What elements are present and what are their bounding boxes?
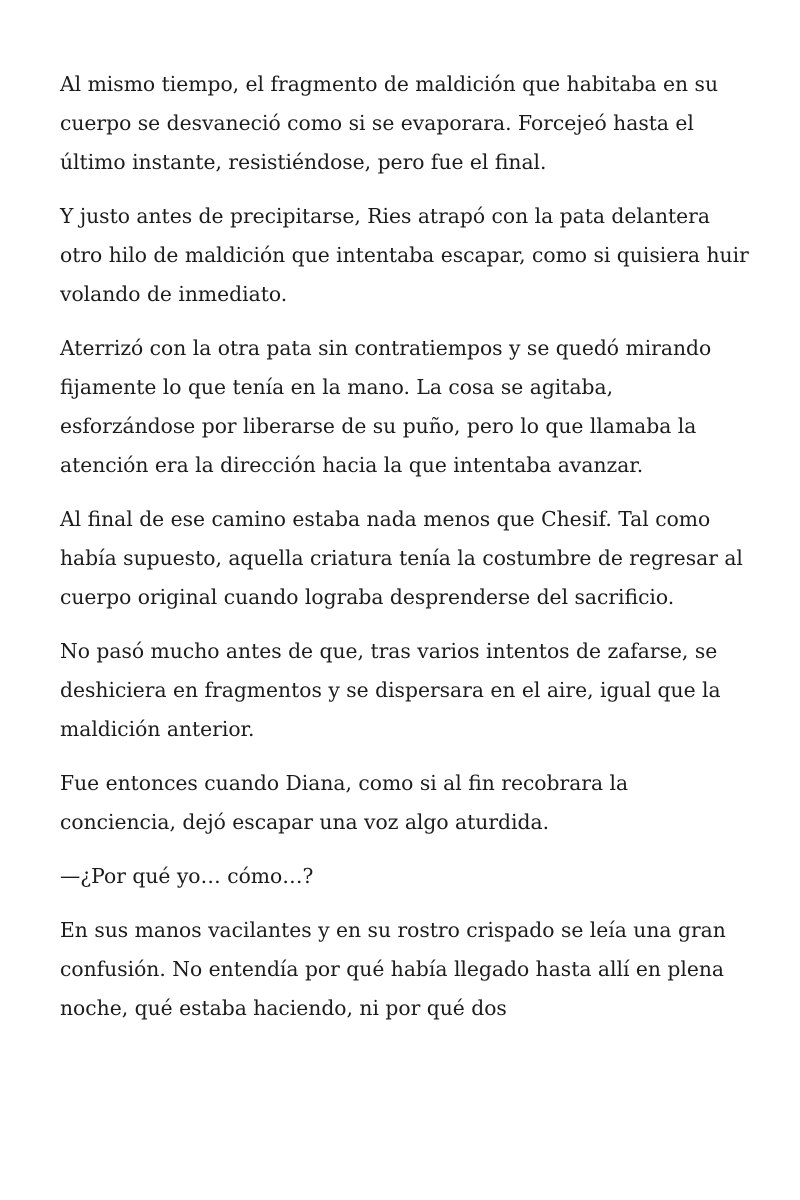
paragraph-2: Y justo antes de precipitarse, Ries atrapó con la pata delantera otro hilo de maldición que intentaba escapar, como si quisiera huir volando de inmediato. — [60, 204, 749, 306]
paragraph-1: Al mismo tiempo, el fragmento de maldición que habitaba en su cuerpo se desvaneció como si se evaporara. Forcejeó hasta el último instante, resistiéndose, pero fue el final. — [60, 72, 719, 174]
paragraph-6: Fue entonces cuando Diana, como si al fin recobrara la conciencia, dejó escapar una voz algo aturdida. — [60, 771, 629, 834]
paragraph-7-dialogue: —¿Por qué yo… cómo…? — [60, 864, 314, 888]
paragraph-5: No pasó mucho antes de que, tras varios intentos de zafarse, se deshiciera en fragmentos y se dispersara en el aire, igual que la maldición anterior. — [60, 639, 721, 741]
paragraph-4: Al final de ese camino estaba nada menos que Chesif. Tal como había supuesto, aquella criatura tenía la costumbre de regresar al cuerpo original cuando lograba desprenderse del sacrificio. — [60, 507, 743, 609]
paragraph-8: En sus manos vacilantes y en su rostro crispado se leía una gran confusión. No entendía por qué había llegado hasta allí en plena noche, qué estaba haciendo, ni por qué dos — [60, 918, 726, 1020]
paragraph-3: Aterrizó con la otra pata sin contratiempos y se quedó mirando fijamente lo que tenía en la mano. La cosa se agitaba, esforzándose por liberarse de su puño, pero lo que llamaba la atención era la dirección hacia la que intentaba avanzar. — [60, 336, 712, 477]
text-body — [60, 65, 750, 1028]
